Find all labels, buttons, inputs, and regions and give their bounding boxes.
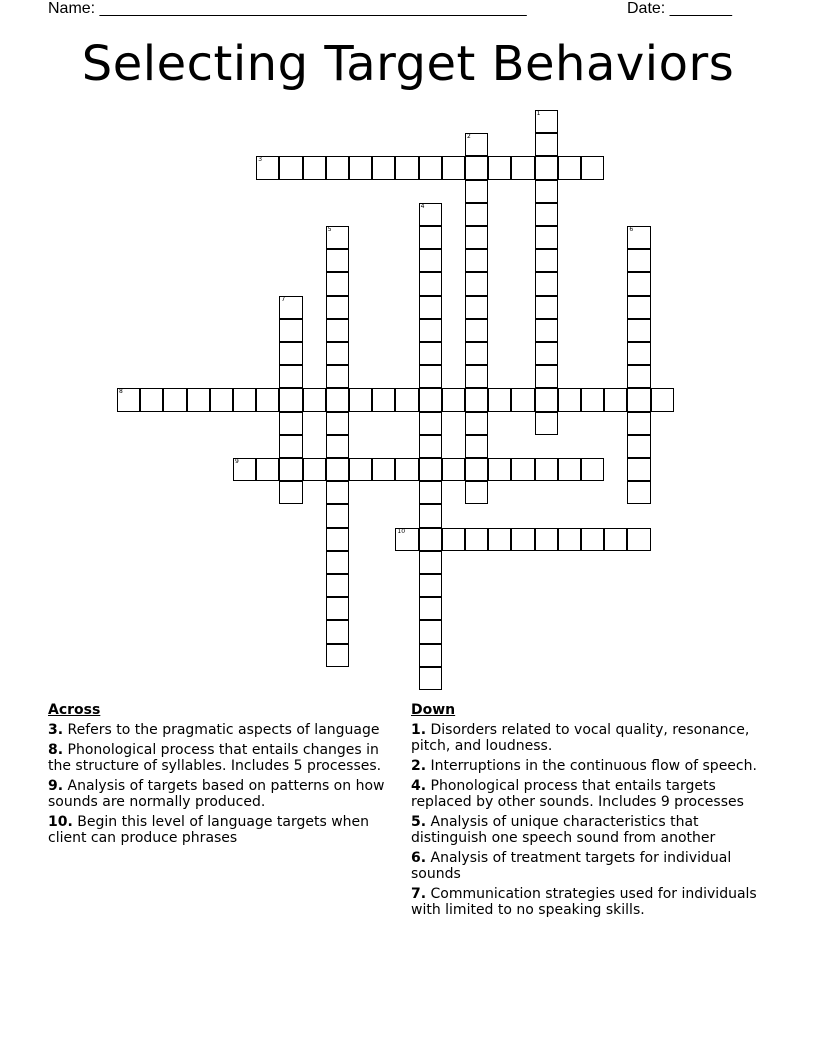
grid-cell[interactable] xyxy=(419,597,442,620)
clue-number: 8. xyxy=(48,742,64,758)
clue-text: Interruptions in the continuous flow of speech. xyxy=(430,758,757,774)
grid-cell[interactable] xyxy=(326,342,349,365)
grid-cell[interactable] xyxy=(349,156,372,179)
grid-cell[interactable] xyxy=(256,156,279,179)
grid-cell[interactable] xyxy=(279,458,302,481)
grid-cell[interactable] xyxy=(535,272,558,295)
clue-text: Phonological process that entails targets replaced by other sounds. Includes 9 processes xyxy=(411,778,744,810)
grid-cell[interactable] xyxy=(419,528,442,551)
grid-cell[interactable] xyxy=(326,574,349,597)
grid-cell[interactable] xyxy=(419,481,442,504)
grid-cell[interactable] xyxy=(303,388,326,411)
grid-cell[interactable] xyxy=(465,203,488,226)
grid-cell[interactable] xyxy=(419,319,442,342)
cell-number: 7 xyxy=(281,295,286,303)
grid-cell[interactable] xyxy=(604,388,627,411)
clue-down-4 xyxy=(411,778,771,810)
grid-cell[interactable] xyxy=(627,412,650,435)
grid-cell[interactable] xyxy=(256,458,279,481)
grid-cell[interactable] xyxy=(535,458,558,481)
grid-cell[interactable] xyxy=(279,388,302,411)
grid-cell[interactable] xyxy=(419,388,442,411)
grid-cell[interactable] xyxy=(581,458,604,481)
grid-cell[interactable] xyxy=(419,226,442,249)
grid-cell[interactable] xyxy=(326,296,349,319)
cell-number: 4 xyxy=(420,202,425,210)
grid-cell[interactable] xyxy=(465,156,488,179)
clue-text: Phonological process that entails changes in the structure of syllables. Includes 5 processes. xyxy=(48,742,382,774)
grid-cell[interactable] xyxy=(419,551,442,574)
clue-number: 7. xyxy=(411,886,427,902)
grid-cell[interactable] xyxy=(303,458,326,481)
grid-cell[interactable] xyxy=(419,412,442,435)
grid-cell[interactable] xyxy=(627,319,650,342)
grid-cell[interactable] xyxy=(419,249,442,272)
grid-cell[interactable] xyxy=(651,388,674,411)
grid-cell[interactable] xyxy=(163,388,186,411)
grid-cell[interactable] xyxy=(581,156,604,179)
grid-cell[interactable] xyxy=(627,388,650,411)
grid-cell[interactable] xyxy=(233,458,256,481)
clue-text: Analysis of unique characteristics that distinguish one speech sound from another xyxy=(411,814,716,846)
grid-cell[interactable] xyxy=(535,296,558,319)
grid-cell[interactable] xyxy=(581,388,604,411)
grid-cell[interactable] xyxy=(558,458,581,481)
grid-cell[interactable] xyxy=(535,412,558,435)
grid-cell[interactable] xyxy=(419,296,442,319)
cell-number: 1 xyxy=(536,110,541,117)
grid-cell[interactable] xyxy=(465,435,488,458)
grid-cell[interactable] xyxy=(627,296,650,319)
grid-cell[interactable] xyxy=(326,365,349,388)
grid-cell[interactable] xyxy=(279,435,302,458)
grid-cell[interactable] xyxy=(117,388,140,411)
date-field-label: Date: _______ xyxy=(627,0,732,17)
grid-cell[interactable] xyxy=(279,365,302,388)
grid-cell[interactable] xyxy=(372,458,395,481)
grid-cell[interactable] xyxy=(465,458,488,481)
grid-cell[interactable] xyxy=(419,667,442,690)
grid-cell[interactable] xyxy=(511,156,534,179)
grid-cell[interactable] xyxy=(535,226,558,249)
grid-cell[interactable] xyxy=(535,110,558,133)
grid-cell[interactable] xyxy=(279,156,302,179)
clue-number: 1. xyxy=(411,722,427,738)
grid-cell[interactable] xyxy=(465,180,488,203)
grid-cell[interactable] xyxy=(326,504,349,527)
grid-cell[interactable] xyxy=(372,156,395,179)
grid-cell[interactable] xyxy=(326,481,349,504)
grid-cell[interactable] xyxy=(419,620,442,643)
page-title: Selecting Target Behaviors xyxy=(81,36,735,92)
cell-number: 5 xyxy=(327,226,332,233)
grid-cell[interactable] xyxy=(326,551,349,574)
grid-cell[interactable] xyxy=(535,365,558,388)
grid-cell[interactable] xyxy=(395,388,418,411)
cell-number: 6 xyxy=(629,226,634,233)
down-heading: Down xyxy=(411,702,456,718)
cell-number: 8 xyxy=(119,388,123,396)
grid-cell[interactable] xyxy=(465,226,488,249)
grid-cell[interactable] xyxy=(233,388,256,411)
cell-number: 3 xyxy=(258,156,263,164)
clue-across-3 xyxy=(48,722,393,738)
grid-cell[interactable] xyxy=(442,388,465,411)
clue-down-7 xyxy=(411,886,771,918)
grid-cell[interactable] xyxy=(465,296,488,319)
grid-cell[interactable] xyxy=(326,620,349,643)
clue-down-1 xyxy=(411,722,771,754)
grid-cell[interactable] xyxy=(465,481,488,504)
grid-cell[interactable] xyxy=(627,272,650,295)
grid-cell[interactable] xyxy=(326,644,349,667)
grid-cell[interactable] xyxy=(395,528,418,551)
clue-text: Refers to the pragmatic aspects of language xyxy=(67,722,380,738)
grid-cell[interactable] xyxy=(535,528,558,551)
grid-cell[interactable] xyxy=(465,528,488,551)
grid-cell[interactable] xyxy=(558,528,581,551)
grid-cell[interactable] xyxy=(419,504,442,527)
grid-cell[interactable] xyxy=(279,481,302,504)
grid-cell[interactable] xyxy=(326,458,349,481)
grid-cell[interactable] xyxy=(535,156,558,179)
grid-cell[interactable] xyxy=(604,528,627,551)
grid-cell[interactable] xyxy=(535,388,558,411)
grid-cell[interactable] xyxy=(326,528,349,551)
grid-cell[interactable] xyxy=(349,388,372,411)
grid-cell[interactable] xyxy=(627,458,650,481)
grid-cell[interactable] xyxy=(326,412,349,435)
grid-cell[interactable] xyxy=(535,319,558,342)
grid-cell[interactable] xyxy=(210,388,233,411)
grid-cell[interactable] xyxy=(279,296,302,319)
grid-cell[interactable] xyxy=(349,458,372,481)
clue-across-10 xyxy=(48,814,393,846)
grid-cell[interactable] xyxy=(395,156,418,179)
grid-cell[interactable] xyxy=(419,342,442,365)
clue-number: 10. xyxy=(48,814,73,830)
grid-cell[interactable] xyxy=(511,388,534,411)
grid-cell[interactable] xyxy=(465,342,488,365)
grid-cell[interactable] xyxy=(488,388,511,411)
clue-number: 2. xyxy=(411,758,427,774)
grid-cell[interactable] xyxy=(442,458,465,481)
clue-down-5 xyxy=(411,814,771,846)
grid-cell[interactable] xyxy=(442,156,465,179)
clue-text: Begin this level of language targets when client can produce phrases xyxy=(48,814,370,846)
grid-cell[interactable] xyxy=(395,458,418,481)
grid-cell[interactable] xyxy=(465,412,488,435)
grid-cell[interactable] xyxy=(419,203,442,226)
clue-text: Analysis of targets based on patterns on how sounds are normally produced. xyxy=(48,778,385,810)
grid-cell[interactable] xyxy=(140,388,163,411)
grid-cell[interactable] xyxy=(419,365,442,388)
grid-cell[interactable] xyxy=(326,597,349,620)
grid-cell[interactable] xyxy=(256,388,279,411)
grid-cell[interactable] xyxy=(372,388,395,411)
grid-cell[interactable] xyxy=(419,574,442,597)
cell-number: 10 xyxy=(397,527,406,535)
grid-cell[interactable] xyxy=(558,156,581,179)
grid-cell[interactable] xyxy=(627,435,650,458)
grid-cell[interactable] xyxy=(511,528,534,551)
grid-cell[interactable] xyxy=(535,180,558,203)
grid-cell[interactable] xyxy=(326,388,349,411)
grid-cell[interactable] xyxy=(535,342,558,365)
grid-cell[interactable] xyxy=(558,388,581,411)
worksheet-header xyxy=(0,0,816,22)
grid-cell[interactable] xyxy=(442,528,465,551)
grid-cell[interactable] xyxy=(627,249,650,272)
grid-cell[interactable] xyxy=(627,365,650,388)
grid-cell[interactable] xyxy=(326,435,349,458)
grid-cell[interactable] xyxy=(535,133,558,156)
grid-cell[interactable] xyxy=(419,644,442,667)
grid-cell[interactable] xyxy=(627,226,650,249)
clue-number: 5. xyxy=(411,814,427,830)
clue-down-2 xyxy=(411,758,771,774)
grid-cell[interactable] xyxy=(465,365,488,388)
down-clues xyxy=(411,702,771,922)
clue-number: 9. xyxy=(48,778,64,794)
grid-cell[interactable] xyxy=(419,435,442,458)
clue-number: 4. xyxy=(411,778,427,794)
grid-cell[interactable] xyxy=(488,156,511,179)
grid-cell[interactable] xyxy=(303,156,326,179)
grid-cell[interactable] xyxy=(581,528,604,551)
grid-cell[interactable] xyxy=(465,272,488,295)
grid-cell[interactable] xyxy=(488,528,511,551)
clue-number: 6. xyxy=(411,850,427,866)
grid-cell[interactable] xyxy=(488,458,511,481)
across-heading: Across xyxy=(48,702,101,718)
grid-cell[interactable] xyxy=(187,388,210,411)
grid-cell[interactable] xyxy=(326,249,349,272)
grid-cell[interactable] xyxy=(465,133,488,156)
cell-number: 9 xyxy=(235,458,239,465)
grid-cell[interactable] xyxy=(511,458,534,481)
grid-cell[interactable] xyxy=(627,342,650,365)
across-clues xyxy=(48,702,393,850)
clue-across-8 xyxy=(48,742,393,774)
grid-cell[interactable] xyxy=(627,481,650,504)
grid-cell[interactable] xyxy=(535,249,558,272)
grid-cell[interactable] xyxy=(465,319,488,342)
clue-number: 3. xyxy=(48,722,64,738)
name-field-label: Name: ________________________________________________ xyxy=(48,0,527,17)
grid-cell[interactable] xyxy=(326,319,349,342)
cell-number: 2 xyxy=(467,133,471,141)
grid-cell[interactable] xyxy=(279,412,302,435)
clue-down-6 xyxy=(411,850,771,882)
clue-across-9 xyxy=(48,778,393,810)
clue-text: Communication strategies used for individuals with limited to no speaking skills. xyxy=(411,886,757,918)
grid-cell[interactable] xyxy=(419,458,442,481)
grid-cell[interactable] xyxy=(326,272,349,295)
grid-cell[interactable] xyxy=(326,156,349,179)
grid-cell[interactable] xyxy=(279,319,302,342)
clue-text: Analysis of treatment targets for individual sounds xyxy=(411,850,732,882)
grid-cell[interactable] xyxy=(465,388,488,411)
grid-cell[interactable] xyxy=(465,249,488,272)
clue-text: Disorders related to vocal quality, resonance, pitch, and loudness. xyxy=(411,722,750,754)
grid-cell[interactable] xyxy=(419,156,442,179)
grid-cell[interactable] xyxy=(419,272,442,295)
grid-cell[interactable] xyxy=(326,226,349,249)
grid-cell[interactable] xyxy=(279,342,302,365)
grid-cell[interactable] xyxy=(535,203,558,226)
grid-cell[interactable] xyxy=(627,528,650,551)
